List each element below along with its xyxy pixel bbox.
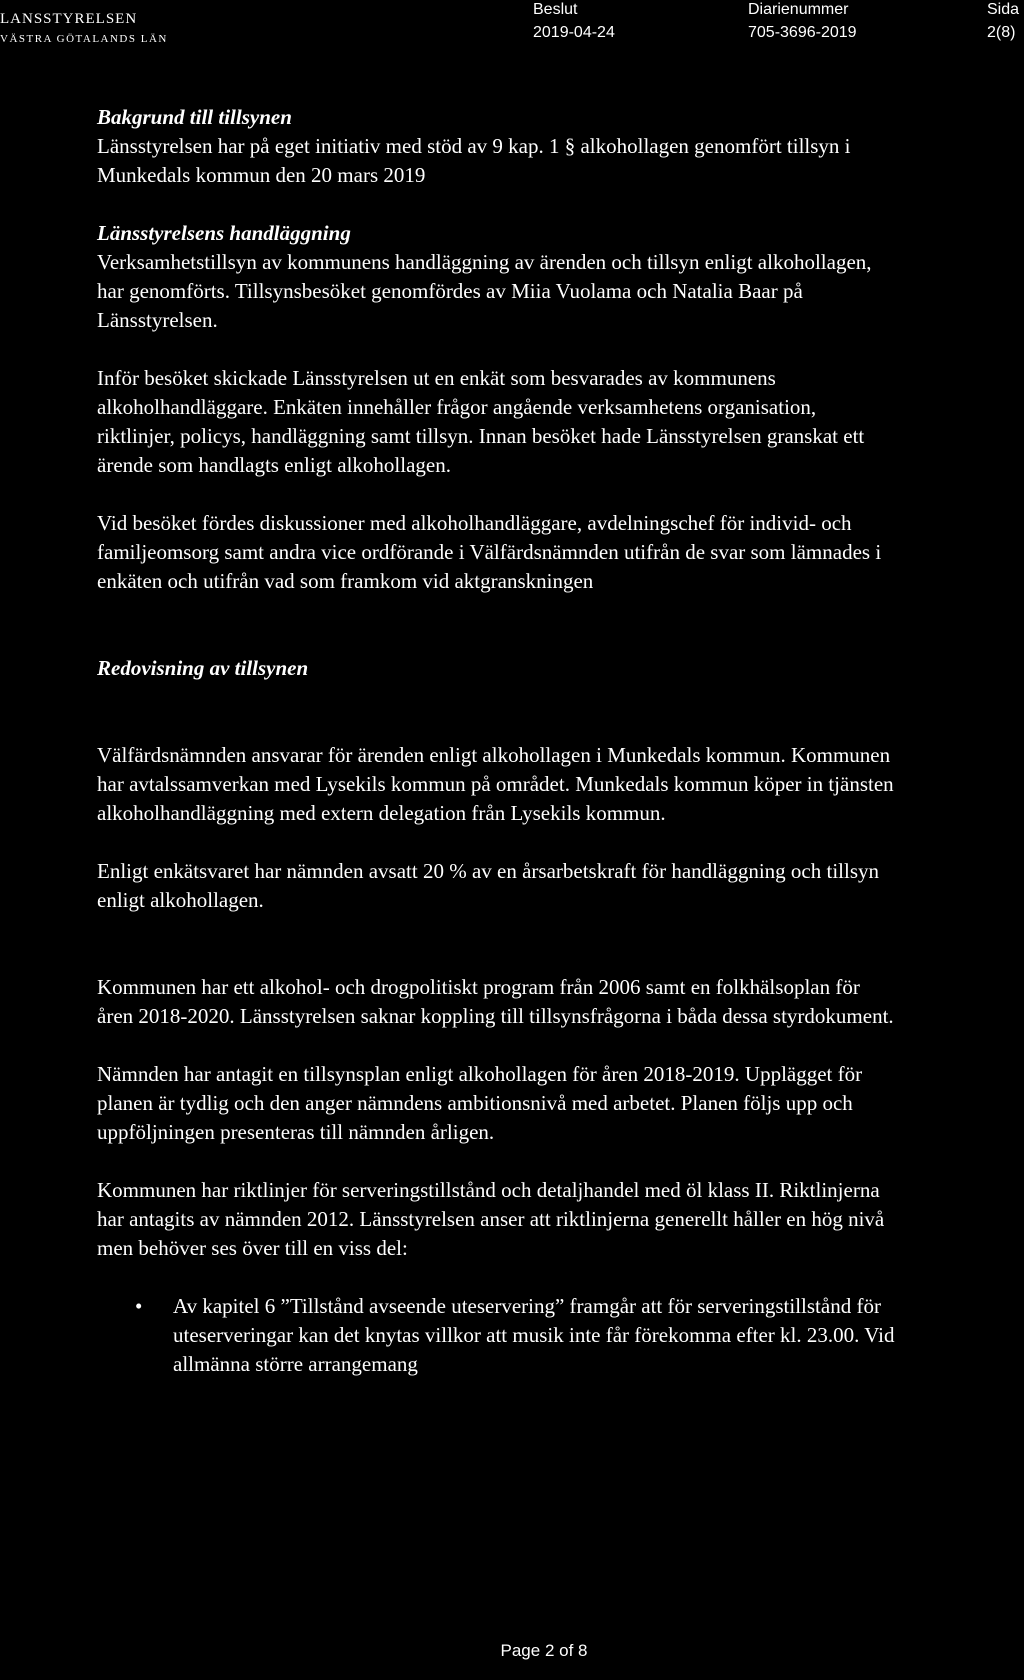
paragraph-handlaggning-2: Inför besöket skickade Länsstyrelsen ut en enkät som besvarades av kommunens alkoholhandläggare. Enkäten innehåller frågor angående verksamhetens organisation, riktlinjer, policys, handläggning samt tillsyn. Innan besöket hade Länsstyrelsen granskat ett ärende som handlagts enligt alkohollagen. bbox=[97, 366, 865, 477]
page-number-block bbox=[987, 0, 1019, 43]
registration-number-label: Diarienummer bbox=[748, 1, 849, 18]
footer-page-label: Page 2 of 8 bbox=[500, 1641, 588, 1660]
page-footer bbox=[0, 1640, 1024, 1662]
registration-number-block bbox=[748, 0, 857, 43]
bullet-text: Av kapitel 6 ”Tillstånd avseende uteservering” framgår att för serveringstillstånd för uteserveringar kan det knytas villkor att musik inte får förekomma efter kl. 23.00. Vid allmänna större arrangemang bbox=[173, 1294, 895, 1376]
bullet-list bbox=[97, 1292, 897, 1379]
paragraph-bakgrund: Länsstyrelsen har på eget initiativ med stöd av 9 kap. 1 § alkohollagen genomfört tillsyn i Munkedals kommun den 20 mars 2019 bbox=[97, 134, 851, 187]
paragraph-redovisning-5: Kommunen har riktlinjer för serveringstillstånd och detaljhandel med öl klass II. Riktlinjerna har antagits av nämnden 2012. Länsstyrelsen anser att riktlinjerna generellt håller en hög nivå men behöver ses över till en viss del: bbox=[97, 1178, 885, 1260]
organization-region: VÄSTRA GÖTALANDS LÄN bbox=[0, 33, 168, 45]
decision-date-block bbox=[533, 0, 615, 43]
heading-redovisning: Redovisning av tillsynen bbox=[97, 656, 309, 680]
paragraph-redovisning-2: Enligt enkätsvaret har nämnden avsatt 20 % av en årsarbetskraft för handläggning och tillsyn enligt alkohollagen. bbox=[97, 859, 880, 912]
decision-date: 2019-04-24 bbox=[533, 24, 615, 41]
decision-label: Beslut bbox=[533, 1, 578, 18]
paragraph-handlaggning-1: Verksamhetstillsyn av kommunens handläggning av ärenden och tillsyn enligt alkohollagen, har genomförts. Tillsynsbesöket genomfördes av Miia Vuolama och Natalia Baar på Länsstyrelsen. bbox=[97, 250, 872, 332]
organization-name: LANSSTYRELSEN bbox=[0, 11, 138, 27]
document-header bbox=[0, 0, 1024, 60]
list-item bbox=[97, 1292, 897, 1379]
organization-logo-text bbox=[0, 10, 168, 46]
heading-bakgrund: Bakgrund till tillsynen bbox=[97, 105, 292, 129]
paragraph-redovisning-3: Kommunen har ett alkohol- och drogpolitiskt program från 2006 samt en folkhälsoplan för åren 2018-2020. Länsstyrelsen saknar koppling till tillsynsfrågorna i båda dessa styrdokument. bbox=[97, 975, 894, 1028]
heading-handlaggning: Länsstyrelsens handläggning bbox=[97, 221, 351, 245]
paragraph-redovisning-4: Nämnden har antagit en tillsynsplan enligt alkohollagen för åren 2018-2019. Upplägget för planen är tydlig och den anger nämndens ambitionsnivå med arbetet. Planen följs upp och uppföljningen presenteras till nämnden årligen. bbox=[97, 1062, 863, 1144]
document-body bbox=[97, 103, 897, 1379]
paragraph-redovisning-1: Välfärdsnämnden ansvarar för ärenden enligt alkohollagen i Munkedals kommun. Kommunen har avtalssamverkan med Lysekils kommun på området. Munkedals kommun köper in tjänsten alkoholhandläggning med extern delegation från Lysekils kommun. bbox=[97, 743, 894, 825]
registration-number: 705-3696-2019 bbox=[748, 24, 857, 41]
page-number: 2(8) bbox=[987, 24, 1016, 41]
page-number-label: Sida bbox=[987, 1, 1020, 18]
bullet-icon: • bbox=[135, 1294, 143, 1318]
paragraph-handlaggning-3: Vid besöket fördes diskussioner med alkoholhandläggare, avdelningschef för individ- och familjeomsorg samt andra vice ordförande i Välfärdsnämnden utifrån de svar som lämnades i enkäten och utifrån vad som framkom vid aktgranskningen bbox=[97, 511, 882, 593]
